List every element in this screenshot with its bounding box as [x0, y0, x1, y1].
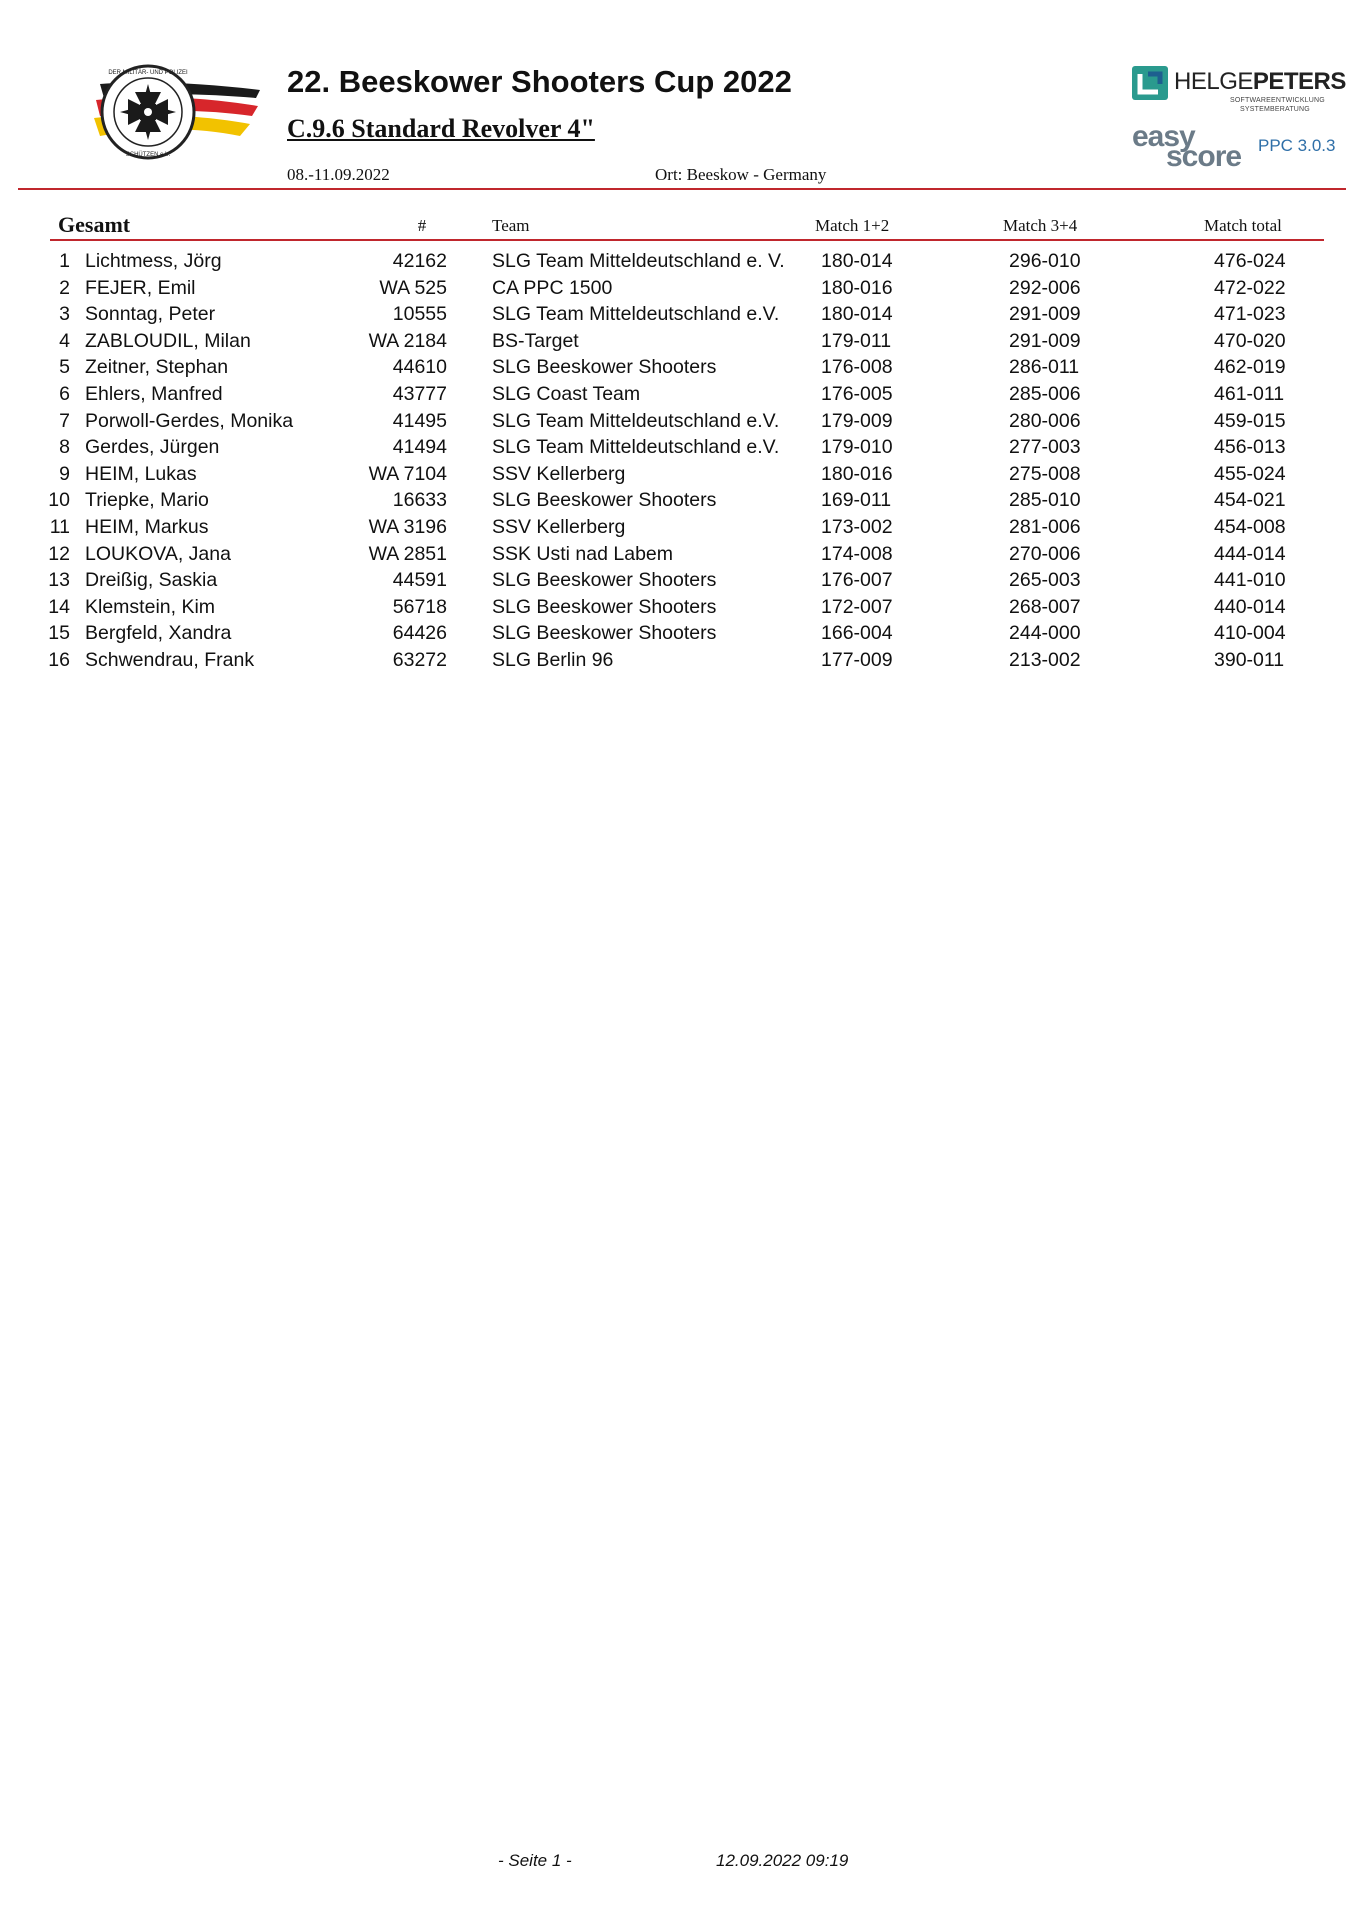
shooter-id: WA 2184 — [368, 329, 447, 352]
match12-score: 180-014 — [821, 303, 893, 326]
shooter-name: HEIM, Markus — [85, 515, 209, 538]
match12-score: 180-016 — [821, 276, 893, 299]
col-header-number: # — [417, 216, 427, 235]
total-score: 440-014 — [1214, 595, 1286, 618]
shooter-name: Triepke, Mario — [85, 489, 209, 512]
shooter-name: Lichtmess, Jörg — [85, 250, 222, 272]
shooter-id: WA 3196 — [368, 515, 447, 538]
total-score: 441-010 — [1214, 569, 1286, 592]
rank: 6 — [59, 382, 70, 405]
brand-tagline-1: SOFTWAREENTWICKLUNG — [1230, 97, 1325, 104]
total-score: 454-008 — [1214, 515, 1286, 538]
rank: 1 — [59, 250, 70, 272]
shooter-id: 44591 — [392, 569, 447, 592]
team-name: CA PPC 1500 — [492, 276, 613, 299]
print-timestamp: 12.09.2022 09:19 — [716, 1851, 849, 1870]
brand-logo-block — [1132, 64, 1346, 174]
team-name: SLG Coast Team — [492, 382, 641, 405]
shooter-id: 43777 — [392, 382, 447, 405]
match34-score: 292-006 — [1009, 276, 1081, 299]
total-score: 471-023 — [1214, 303, 1286, 326]
table-row — [0, 381, 1357, 408]
total-score: 461-011 — [1214, 382, 1285, 405]
rank: 10 — [48, 489, 70, 512]
table-row — [0, 434, 1357, 461]
team-name: SLG Beeskower Shooters — [492, 622, 717, 645]
match34-score: 268-007 — [1009, 595, 1081, 618]
team-name: SLG Berlin 96 — [492, 648, 614, 671]
table-row — [0, 301, 1357, 328]
col-header-match12: Match 1+2 — [815, 216, 890, 235]
shooter-id: 41494 — [392, 436, 447, 459]
shooter-id: 63272 — [392, 648, 447, 671]
brand-second: PETERS — [1252, 68, 1346, 95]
shooter-id: WA 525 — [379, 276, 447, 299]
col-header-match34: Match 3+4 — [1003, 216, 1078, 235]
match12-score: 176-008 — [821, 356, 893, 379]
team-name: SLG Team Mitteldeutschland e.V. — [492, 436, 780, 459]
team-name: SSV Kellerberg — [492, 515, 626, 538]
shooter-name: ZABLOUDIL, Milan — [85, 329, 251, 352]
rank: 3 — [59, 303, 70, 326]
match12-score: 176-005 — [821, 382, 893, 405]
table-row — [0, 328, 1357, 355]
match12-score: 180-016 — [821, 462, 893, 485]
table-row — [0, 647, 1357, 674]
total-score: 455-024 — [1214, 462, 1286, 485]
team-name: SLG Beeskower Shooters — [492, 569, 717, 592]
match12-score: 172-007 — [821, 595, 893, 618]
match12-score: 177-009 — [821, 648, 893, 671]
rank: 9 — [59, 462, 70, 485]
team-name: SLG Team Mitteldeutschland e.V. — [492, 303, 780, 326]
total-score: 390-011 — [1214, 648, 1285, 671]
team-name: SLG Beeskower Shooters — [492, 489, 717, 512]
table-row — [0, 567, 1357, 594]
match34-score: 265-003 — [1009, 569, 1081, 592]
product-name-top: easy — [1132, 120, 1195, 153]
rank: 7 — [59, 409, 70, 432]
shooter-name: FEJER, Emil — [85, 276, 196, 299]
shooter-id: 64426 — [392, 622, 447, 645]
match12-score: 166-004 — [821, 622, 893, 645]
brand-first: HELGE — [1174, 68, 1253, 95]
match34-score: 277-003 — [1009, 436, 1081, 459]
shooter-name: LOUKOVA, Jana — [85, 542, 231, 565]
event-dates: 08.-11.09.2022 — [287, 165, 390, 184]
team-name: SLG Beeskower Shooters — [492, 595, 717, 618]
match34-score: 275-008 — [1009, 462, 1081, 485]
results-table — [0, 248, 1357, 674]
svg-text:DER MILITÄR- UND POLIZEI: DER MILITÄR- UND POLIZEI — [108, 70, 188, 76]
match12-score: 180-014 — [821, 250, 893, 272]
product-name-bottom: score — [1166, 140, 1242, 173]
team-name: SSK Usti nad Labem — [492, 542, 674, 565]
total-score: 470-020 — [1214, 329, 1286, 352]
rank: 13 — [48, 569, 70, 592]
shooter-id: 42162 — [392, 250, 447, 272]
shooter-name: Schwendrau, Frank — [85, 648, 255, 671]
shooter-id: WA 7104 — [368, 462, 447, 485]
match34-score: 286-011 — [1009, 356, 1080, 379]
total-score: 476-024 — [1214, 250, 1286, 272]
event-title: 22. Beeskower Shooters Cup 2022 — [287, 64, 792, 99]
table-row — [0, 248, 1357, 275]
table-row — [0, 487, 1357, 514]
table-row — [0, 541, 1357, 568]
match12-score: 176-007 — [821, 569, 893, 592]
table-row — [0, 594, 1357, 621]
shooter-id: 56718 — [392, 595, 447, 618]
shooter-id: 10555 — [392, 303, 447, 326]
team-name: BS-Target — [492, 329, 579, 352]
shooter-name: Ehlers, Manfred — [85, 382, 223, 405]
col-header-total: Match total — [1204, 216, 1282, 235]
total-score: 472-022 — [1214, 276, 1286, 299]
match12-score: 174-008 — [821, 542, 893, 565]
rank: 4 — [59, 329, 70, 352]
section-label: Gesamt — [58, 212, 131, 237]
table-row — [0, 620, 1357, 647]
total-score: 462-019 — [1214, 356, 1286, 379]
shooter-name: Klemstein, Kim — [85, 595, 216, 618]
table-row — [0, 408, 1357, 435]
brand-tagline-2: SYSTEMBERATUNG — [1240, 106, 1310, 113]
shooter-id: 41495 — [392, 409, 447, 432]
match12-score: 173-002 — [821, 515, 893, 538]
total-score: 444-014 — [1214, 542, 1286, 565]
match12-score: 169-011 — [821, 489, 892, 512]
club-seal-logo — [60, 62, 265, 162]
discipline-title: C.9.6 Standard Revolver 4" — [287, 114, 595, 143]
shooter-name: Bergfeld, Xandra — [85, 622, 232, 645]
match34-score: 285-010 — [1009, 489, 1081, 512]
match34-score: 244-000 — [1009, 622, 1081, 645]
rank: 8 — [59, 436, 70, 459]
shooter-name: Porwoll-Gerdes, Monika — [85, 409, 294, 432]
rank: 2 — [59, 276, 70, 299]
shooter-id: 44610 — [392, 356, 447, 379]
shooter-id: 16633 — [392, 489, 447, 512]
svg-text:SCHÜTZEN e.V.: SCHÜTZEN e.V. — [125, 152, 171, 158]
match34-score: 281-006 — [1009, 515, 1081, 538]
rank: 15 — [48, 622, 70, 645]
rank: 16 — [48, 648, 70, 671]
match34-score: 280-006 — [1009, 409, 1081, 432]
match34-score: 291-009 — [1009, 303, 1081, 326]
table-row — [0, 514, 1357, 541]
match12-score: 179-010 — [821, 436, 893, 459]
shooter-name: Zeitner, Stephan — [85, 356, 229, 379]
col-header-team: Team — [492, 216, 530, 235]
match34-score: 285-006 — [1009, 382, 1081, 405]
header-divider — [18, 188, 1346, 190]
table-row — [0, 354, 1357, 381]
shooter-name: Gerdes, Jürgen — [85, 436, 220, 459]
total-score: 410-004 — [1214, 622, 1286, 645]
table-row — [0, 461, 1357, 488]
match12-score: 179-011 — [821, 329, 892, 352]
match34-score: 213-002 — [1009, 648, 1081, 671]
rank: 12 — [48, 542, 70, 565]
team-name: SLG Beeskower Shooters — [492, 356, 717, 379]
team-name: SLG Team Mitteldeutschland e. V. — [492, 250, 785, 272]
table-header-divider — [50, 239, 1324, 241]
team-name: SLG Team Mitteldeutschland e.V. — [492, 409, 780, 432]
shooter-name: Dreißig, Saskia — [85, 569, 218, 592]
match12-score: 179-009 — [821, 409, 893, 432]
event-location: Ort: Beeskow - Germany — [655, 165, 827, 184]
shooter-name: Sonntag, Peter — [85, 303, 216, 326]
rank: 14 — [48, 595, 70, 618]
total-score: 454-021 — [1214, 489, 1286, 512]
total-score: 459-015 — [1214, 409, 1286, 432]
brand-name — [1174, 68, 1346, 96]
helgepeters-mark-icon — [1132, 66, 1168, 100]
match34-score: 296-010 — [1009, 250, 1081, 272]
rank: 11 — [49, 515, 70, 538]
page-number: - Seite 1 - — [498, 1851, 572, 1870]
table-row — [0, 275, 1357, 302]
match34-score: 270-006 — [1009, 542, 1081, 565]
match34-score: 291-009 — [1009, 329, 1081, 352]
shooter-name: HEIM, Lukas — [85, 462, 197, 485]
team-name: SSV Kellerberg — [492, 462, 626, 485]
rank: 5 — [59, 356, 70, 379]
shooter-id: WA 2851 — [368, 542, 447, 565]
total-score: 456-013 — [1214, 436, 1286, 459]
product-version: PPC 3.0.3 — [1258, 136, 1336, 155]
